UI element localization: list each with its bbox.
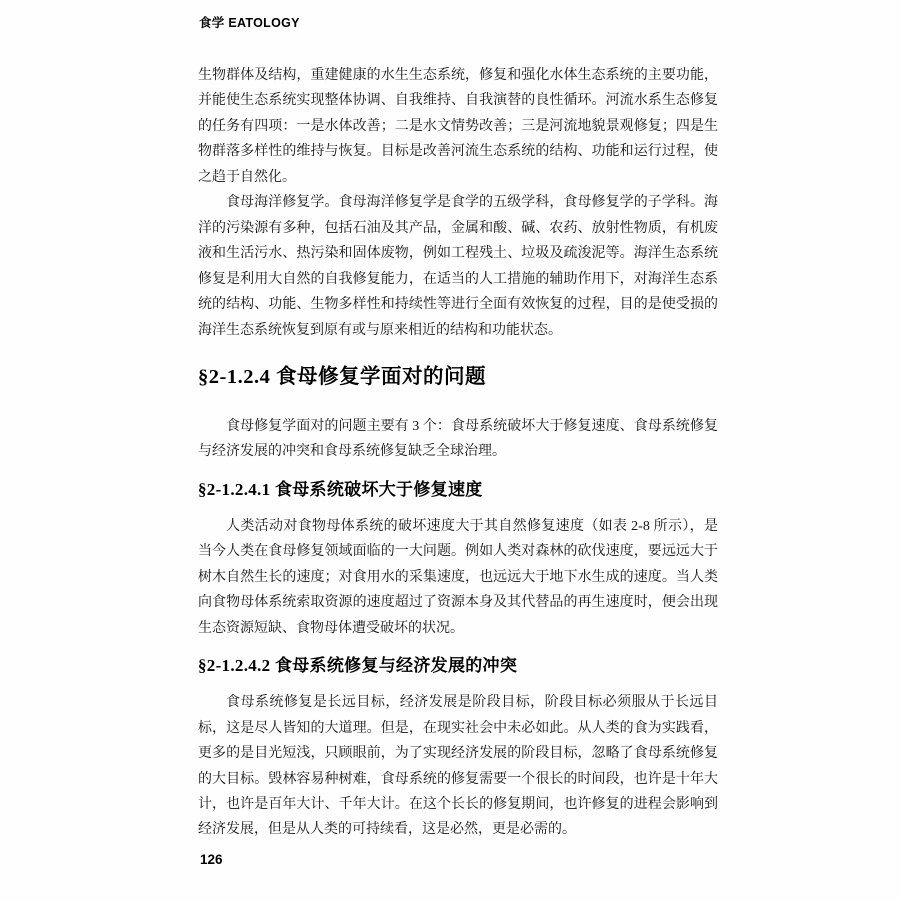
page-content [198,63,718,843]
section-heading-2-1-2-4: §2-1.2.4 食母修复学面对的问题 [198,365,486,388]
page-number: 126 [200,852,223,867]
subsection-heading-2-1-2-4-2: §2-1.2.4.2 食母系统修复与经济发展的冲突 [198,656,518,676]
subsection-heading-2-1-2-4-1: §2-1.2.4.1 食母系统破坏大于修复速度 [198,479,483,499]
running-header: 食学 EATOLOGY [199,16,300,30]
paragraph-destruction-vs-repair-speed: 人类活动对食物母体系统的破坏速度大于其自然修复速度（如表 2-8 所示），是当今人类在食母修复领域面临的一大问题。例如人类对森林的砍伐速度，要远远大于树木自然生长的速度；对食用水的采集速度，也远远大于地下水生成的速度。当人类向食物母体系统索取资源的速度超过了资源本身及其代替品的再生速度时，便会出现生态资源短缺、食物母体遭受破坏的状况。 [198,518,718,636]
paragraph-river-ecosystem-restoration: 生物群体及结构，重建健康的水生生态系统，修复和强化水体生态系统的主要功能，并能使生态系统实现整体协调、自我维持、自我演替的良性循环。河流水系生态修复的任务有四项：一是水体改善；二是水文情势改善；三是河流地貌景观修复；四是生物群落多样性的维持与恢复。目标是改善河流生态系统的结构、功能和运行过程，使之趋于自然化。 [198,68,718,185]
paragraph-three-problems-intro: 食母修复学面对的问题主要有 3 个：食母系统破坏大于修复速度、食母系统修复与经济发展的冲突和食母系统修复缺乏全球治理。 [198,418,718,460]
paragraph-repair-vs-economy-conflict: 食母系统修复是长远目标，经济发展是阶段目标，阶段目标必须服从于长远目标，这是尽人皆知的大道理。但是，在现实社会中未必如此。从人类的食为实践看，更多的是目光短浅，只顾眼前，为了实现经济发展的阶段目标，忽略了食母系统修复的大目标。毁林容易种树难，食母系统的修复需要一个很长的时间段，也许是十年大计，也许是百年大计、千年大计。在这个长长的修复期间，也许修复的进程会影响到经济发展，但是从人类的可持续看，这是必然，更是必需的。 [198,695,718,838]
paragraph-marine-restoration: 食母海洋修复学。食母海洋修复学是食学的五级学科，食母修复学的子学科。海洋的污染源有多种，包括石油及其产品，金属和酸、碱、农药、放射性物质，有机废液和生活污水、热污染和固体废物，例如工程残土、垃圾及疏浚泥等。海洋生态系统修复是利用大自然的自我修复能力，在适当的人工措施的辅助作用下，对海洋生态系统的结构、功能、生物多样性和持续性等进行全面有效恢复的过程，目的是使受损的海洋生态系统恢复到原有或与原来相近的结构和功能状态。 [198,195,718,338]
